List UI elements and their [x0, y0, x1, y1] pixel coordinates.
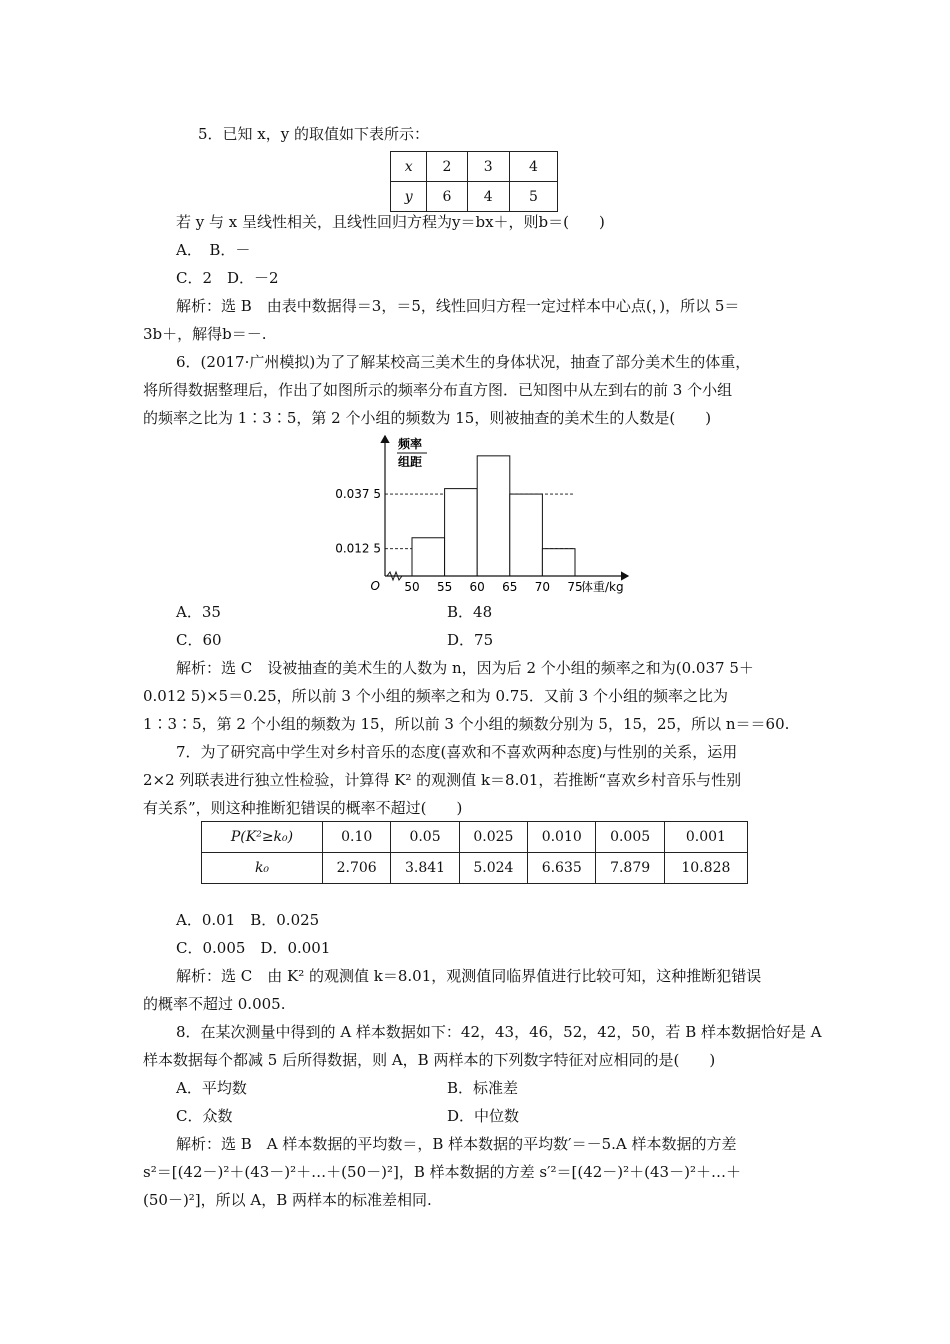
histogram-bar [412, 538, 445, 576]
k-value-cell: 3.841 [391, 853, 459, 884]
ylabel-top: 频率 [398, 437, 423, 451]
q5-question-line: 若 y 与 x 呈线性相关，且线性回归方程为y＝bx＋，则b＝( ) [176, 213, 605, 231]
q6-solution-line: 1∶3∶5，第 2 个小组的频数为 15，所以前 3 个小组的频数分别为 5，15，25，所以 n＝＝60. [143, 715, 790, 733]
q6-stem-line: 将所得数据整理后，作出了如图所示的频率分布直方图．已知图中从左到右的前 3 个小组 [143, 381, 733, 399]
y-reference-label: 0.012 5 [335, 541, 381, 556]
q7-options-cd: C．0.005 D．0.001 [176, 939, 331, 957]
q5-options-cd: C．2 D．－2 [176, 269, 279, 287]
histogram-bar [510, 494, 543, 576]
q5-options-ab: A． B．－ [176, 241, 251, 259]
p-value-cell: 0.10 [323, 822, 391, 853]
q8-solution-line: s²＝[(42－)²＋(43－)²＋…＋(50－)²]，B 样本数据的方差 s′²＝[(42－)²＋(43－)²＋…＋ [143, 1163, 741, 1181]
q7-solution-line: 的概率不超过 0.005. [143, 995, 286, 1013]
q8-stem-line: 样本数据每个都减 5 后所得数据，则 A，B 两样本的下列数字特征对应相同的是( ) [143, 1051, 716, 1069]
q5-xy-table [390, 151, 558, 212]
x-tick-label: 50 [404, 580, 420, 594]
x-tick-label: 60 [469, 580, 485, 594]
table-row-head: P(K²≥k₀) [202, 822, 323, 853]
q5-cell: 6 [427, 182, 467, 212]
p-value-cell: 0.005 [596, 822, 664, 853]
critical-value-table [201, 821, 748, 884]
x-tick-label: 55 [436, 580, 453, 594]
q6-solution-line: 0.012 5)×5＝0.25，所以前 3 个小组的频率之和为 0.75．又前 3 个小组的频率之比为 [143, 687, 728, 705]
q5-cell: 2 [427, 152, 467, 182]
k-value-cell: 6.635 [528, 853, 596, 884]
p-value-cell: 0.05 [391, 822, 459, 853]
y-reference-label: 0.037 5 [335, 487, 381, 502]
histogram-bar [477, 456, 510, 576]
q5-cell: 4 [509, 152, 557, 182]
q5-stem: 5．已知 x，y 的取值如下表所示： [198, 125, 430, 143]
k-value-cell: 2.706 [323, 853, 391, 884]
q5-solution-line: 3b＋，解得b＝－. [143, 325, 267, 343]
q5-cell: x [391, 152, 427, 182]
xlabel: 体重/kg [581, 580, 624, 594]
q8-option-c: C．众数 [176, 1107, 233, 1125]
q8-option-b: B．标准差 [447, 1079, 519, 1097]
q5-cell: 4 [467, 182, 509, 212]
ylabel-bottom: 组距 [398, 455, 423, 469]
q6-option-d: D．75 [447, 631, 494, 649]
table-row-head: k₀ [202, 853, 323, 884]
x-tick-label: 70 [534, 580, 551, 594]
q7-stem-line: 有关系”，则这种推断犯错误的概率不超过( ) [143, 799, 463, 817]
q7-solution-line: 解析：选 C 由 K² 的观测值 k＝8.01，观测值同临界值进行比较可知，这种推断犯错误 [176, 967, 762, 985]
q6-stem-line: 6．(2017·广州模拟)为了了解某校高三美术生的身体状况，抽查了部分美术生的体重， [176, 353, 751, 371]
q7-stem-line: 2×2 列联表进行独立性检验，计算得 K² 的观测值 k＝8.01，若推断“喜欢乡村音乐与性别 [143, 771, 742, 789]
q6-option-b: B．48 [447, 603, 493, 621]
k-value-cell: 5.024 [459, 853, 527, 884]
q5-cell: 3 [467, 152, 509, 182]
q6-solution-line: 解析：选 C 设被抽查的美术生的人数为 n，因为后 2 个小组的频率之和为(0.037 5＋ [176, 659, 754, 677]
histogram-bar [542, 549, 575, 576]
q8-option-a: A．平均数 [176, 1079, 247, 1097]
p-value-cell: 0.010 [528, 822, 596, 853]
q6-stem-line: 的频率之比为 1∶3∶5，第 2 个小组的频数为 15，则被抽查的美术生的人数是( ) [143, 409, 712, 427]
q6-option-a: A．35 [176, 603, 221, 621]
p-value-cell: 0.025 [459, 822, 527, 853]
q6-option-c: C．60 [176, 631, 222, 649]
p-value-cell: 0.001 [664, 822, 747, 853]
q7-stem-line: 7．为了研究高中学生对乡村音乐的态度(喜欢和不喜欢两种态度)与性别的关系，运用 [176, 743, 738, 761]
k-value-cell: 7.879 [596, 853, 664, 884]
q5-cell: y [391, 182, 427, 212]
q7-options-ab: A．0.01 B．0.025 [176, 911, 320, 929]
q8-stem-line: 8．在某次测量中得到的 A 样本数据如下：42，43，46，52，42，50，若 B 样本数据恰好是 A [176, 1023, 822, 1041]
x-tick-label: 65 [502, 580, 518, 594]
x-tick-label: 75 [567, 580, 583, 594]
k-value-cell: 10.828 [664, 853, 747, 884]
histogram-bar [445, 489, 478, 576]
origin-label: O [370, 579, 380, 593]
frequency-histogram [330, 432, 640, 600]
q5-cell: 5 [509, 182, 557, 212]
q5-solution-line: 解析：选 B 由表中数据得＝3，＝5，线性回归方程一定过样本中心点(，)，所以 5＝ [176, 297, 740, 315]
q8-option-d: D．中位数 [447, 1107, 520, 1125]
q8-solution-line: (50－)²]，所以 A，B 两样本的标准差相同. [143, 1191, 432, 1209]
q8-solution-line: 解析：选 B A 样本数据的平均数＝，B 样本数据的平均数′＝－5.A 样本数据的方差 [176, 1135, 737, 1153]
